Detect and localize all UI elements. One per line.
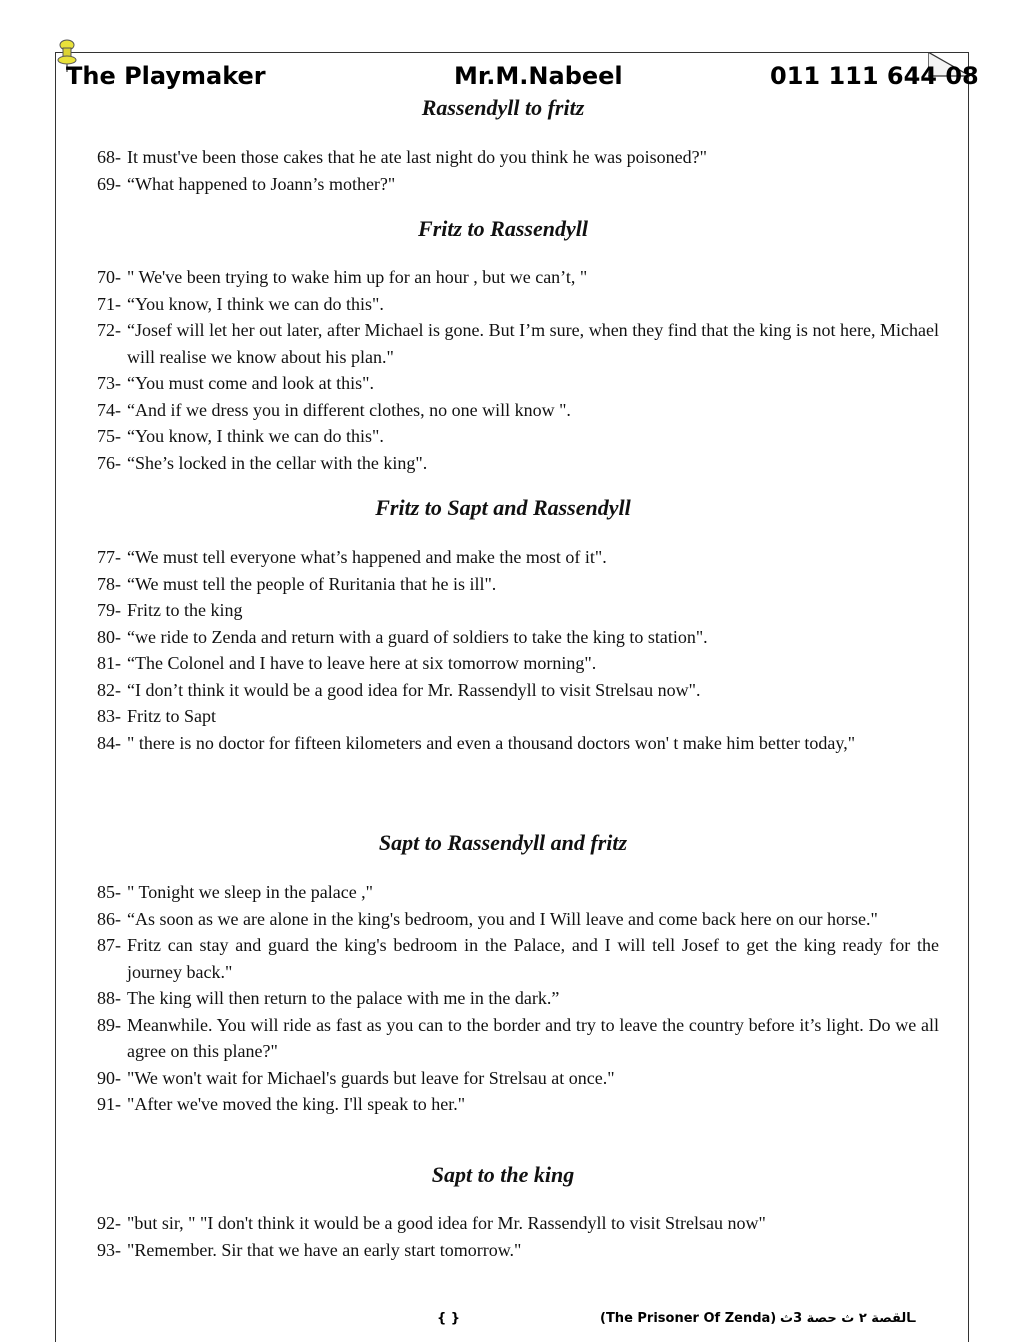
item-number: 81- — [97, 653, 121, 673]
item-text: “As soon as we are alone in the king's bedroom, you and I Will leave and come back here on our horse." — [127, 908, 878, 929]
item-number: 87- — [97, 935, 121, 955]
section-title-sapt-to-rassendyll-and-fritz: Sapt to Rassendyll and fritz — [378, 830, 628, 855]
item-number: 80- — [97, 626, 121, 647]
item-text: " We've been trying to wake him up for an hour , but we can’t, " — [127, 267, 588, 287]
item-text: Fritz to Sapt — [127, 706, 216, 726]
item-text: The king will then return to the palace with me in the dark.” — [127, 988, 560, 1008]
item-text: “What happened to Joann’s mother?" — [127, 173, 396, 194]
list-item — [97, 423, 939, 450]
item-number: 91- — [97, 1094, 121, 1114]
list-item — [97, 703, 939, 730]
item-text: “Josef will let her out later, after Michael is gone. But I’m sure, when they find that the king is not here, Michael will realise we know about his plan." — [127, 320, 939, 367]
header-teacher: Mr.M.Nabeel — [454, 62, 623, 90]
list-item — [97, 317, 939, 370]
list-item — [97, 1210, 939, 1237]
list-item — [97, 1091, 939, 1118]
list-item — [97, 906, 939, 933]
item-number: 69- — [97, 173, 121, 194]
item-text: “We must tell the people of Ruritania that he is ill". — [127, 573, 497, 594]
item-text: " there is no doctor for fifteen kilometers and even a thousand doctors won' t make him better today," — [127, 732, 856, 753]
item-text: “We must tell everyone what’s happened and make the most of it". — [127, 547, 607, 567]
list-item — [97, 985, 939, 1012]
list-item — [97, 171, 939, 198]
list-item — [97, 1012, 939, 1065]
section-title-rassendyll-to-fritz: Rassendyll to fritz — [421, 95, 585, 120]
item-text: “You must come and look at this". — [127, 373, 375, 393]
item-number: 79- — [97, 600, 121, 620]
item-number: 74- — [97, 399, 121, 420]
list-item — [97, 571, 939, 598]
dialogue-list — [97, 144, 939, 197]
item-number: 77- — [97, 547, 121, 567]
item-number: 78- — [97, 573, 121, 594]
list-item — [97, 291, 939, 318]
item-text: Fritz can stay and guard the king's bedroom in the Palace, and I will tell Josef to get the king ready for the journey back." — [127, 935, 939, 982]
header-title: The Playmaker — [66, 62, 266, 90]
item-text: "We won't wait for Michael's guards but leave for Strelsau at once." — [127, 1067, 615, 1088]
list-item — [97, 1065, 939, 1092]
item-number: 73- — [97, 373, 121, 393]
list-item — [97, 450, 939, 477]
item-number: 90- — [97, 1067, 121, 1088]
list-item — [97, 370, 939, 397]
page-footer — [0, 1311, 1024, 1331]
item-number: 85- — [97, 882, 121, 902]
list-item — [97, 932, 939, 985]
section-title-fritz-to-rassendyll: Fritz to Rassendyll — [418, 216, 588, 241]
list-item — [97, 264, 939, 291]
item-text: Meanwhile. You will ride as fast as you can to the border and try to leave the country before it’s light. Do we all agree on this plane?" — [127, 1014, 939, 1061]
item-text: “You know, I think we can do this". — [127, 426, 384, 446]
item-number: 92- — [97, 1213, 121, 1233]
item-number: 68- — [97, 147, 121, 167]
item-text: "Remember. Sir that we have an early start tomorrow." — [127, 1239, 522, 1260]
item-text: “I don’t think it would be a good idea for Mr. Rassendyll to visit Strelsau now". — [127, 679, 701, 700]
item-number: 86- — [97, 908, 121, 929]
footer-page-number: { } — [437, 1311, 461, 1326]
list-item — [97, 650, 939, 677]
item-number: 70- — [97, 267, 121, 287]
list-item — [97, 597, 939, 624]
item-text: "but sir, " "I don't think it would be a good idea for Mr. Rassendyll to visit Strelsau now" — [127, 1213, 766, 1233]
item-text: Fritz to the king — [127, 600, 243, 620]
item-text: “She’s locked in the cellar with the king". — [127, 452, 428, 473]
header-phone: 011 111 644 08 — [770, 62, 979, 90]
footer-arabic-label: ـالقصة ٢ ث حصة 3ث — [780, 1311, 916, 1326]
item-number: 76- — [97, 452, 121, 473]
item-text: “And if we dress you in different clothes, no one will know ". — [127, 399, 571, 420]
item-number: 71- — [97, 293, 121, 314]
item-number: 83- — [97, 706, 121, 726]
item-text: “The Colonel and I have to leave here at six tomorrow morning". — [127, 653, 597, 673]
item-number: 75- — [97, 426, 121, 446]
dialogue-list — [97, 1210, 939, 1263]
item-number: 93- — [97, 1239, 121, 1260]
list-item — [97, 1237, 939, 1264]
dialogue-list — [97, 264, 939, 476]
item-text: “You know, I think we can do this". — [127, 293, 384, 314]
item-number: 72- — [97, 320, 121, 340]
item-text: “we ride to Zenda and return with a guard of soldiers to take the king to station". — [127, 626, 708, 647]
dialogue-list — [97, 879, 939, 1118]
list-item — [97, 544, 939, 571]
item-number: 82- — [97, 679, 121, 700]
section-title-sapt-to-the-king: Sapt to the king — [431, 1162, 575, 1187]
list-item — [97, 624, 939, 651]
item-text: It must've been those cakes that he ate last night do you think he was poisoned?" — [127, 147, 707, 167]
dialogue-list — [97, 544, 939, 756]
list-item — [97, 879, 939, 906]
item-number: 88- — [97, 988, 121, 1008]
item-number: 89- — [97, 1014, 121, 1035]
item-number: 84- — [97, 732, 121, 753]
list-item — [97, 144, 939, 171]
section-title-fritz-to-sapt-and-rassendyll: Fritz to Sapt and Rassendyll — [375, 495, 631, 520]
footer-book-title: (The Prisoner Of Zenda) — [600, 1311, 777, 1326]
item-text: "After we've moved the king. I'll speak to her." — [127, 1094, 466, 1114]
list-item — [97, 397, 939, 424]
list-item — [97, 730, 939, 757]
item-text: " Tonight we sleep in the palace ," — [127, 882, 374, 902]
list-item — [97, 677, 939, 704]
